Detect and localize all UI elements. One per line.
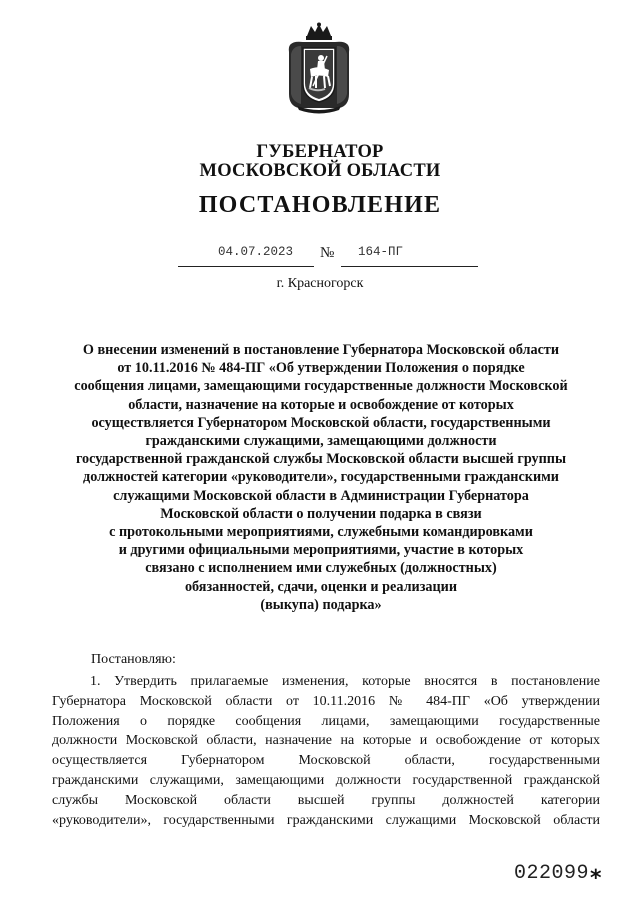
title-line: государственной гражданской службы Московской области высшей группы xyxy=(75,451,567,468)
title-line: Московской области о получении подарка в связи xyxy=(160,505,482,522)
title-line: (выкупа) подарка» xyxy=(260,596,382,613)
title-line: от 10.11.2016 № 484-ПГ «Об утверждении Положения о порядке xyxy=(117,360,525,377)
authority-name-line1: ГУБЕРНАТОР xyxy=(256,142,384,162)
body-line: 1. Утвердить прилагаемые изменения, которые вносятся в постановление xyxy=(90,674,600,689)
authority-name-line2: МОСКОВСКОЙ ОБЛАСТИ xyxy=(199,161,441,181)
title-line: сообщения лицами, замещающими государственные должности Московской xyxy=(74,378,568,395)
body-line: Положения о порядке сообщения лицами, замещающими государственные xyxy=(52,713,600,729)
document-type-heading: ПОСТАНОВЛЕНИЕ xyxy=(198,192,442,218)
title-line: гражданскими служащими, замещающими должности xyxy=(145,433,497,450)
document-date: 04.07.2023 xyxy=(218,245,294,259)
title-line: с протокольными мероприятиями, служебными командировками xyxy=(109,524,533,541)
body-line: «руководители», государственными гражданскими служащими Московской области xyxy=(52,812,600,828)
body-line: должности Московской области, назначение на которые и освобождение от которых xyxy=(52,733,600,749)
title-line: должностей категории «руководители», государственными гражданскими xyxy=(83,469,559,486)
document-number: 164-ПГ xyxy=(358,245,404,259)
body-line: гражданскими служащими, замещающими должности государственной гражданской xyxy=(52,772,600,788)
title-line: обязанностей, сдачи, оценки и реализации xyxy=(184,578,458,595)
title-line: осуществляется Губернатором Московской области, государственными xyxy=(91,414,551,431)
title-line: и другими официальными мероприятиями, участие в которых xyxy=(118,542,524,559)
moscow-oblast-coat-of-arms-icon xyxy=(283,22,355,114)
title-line: О внесении изменений в постановление Губернатора Московской области xyxy=(82,342,560,358)
city-name: г. Красногорск xyxy=(276,276,364,291)
body-line: службы Московской области высшей группы должностей категории xyxy=(52,792,600,808)
title-line: области, назначение на которые и освобождение от которых xyxy=(128,396,514,413)
asterisk-mark: * xyxy=(590,866,602,891)
document-title xyxy=(40,341,602,614)
title-line: связано с исполнением ими служебных (должностных) xyxy=(145,560,497,577)
body-line: Губернатора Московской области от 10.11.2016 № 484-ПГ «Об утверждении xyxy=(52,693,600,709)
serial-number: 022099 xyxy=(514,862,590,885)
body-paragraph xyxy=(52,672,600,830)
number-sign: № xyxy=(320,245,335,261)
resolution-preamble: Постановляю: xyxy=(91,652,176,667)
body-line: осуществляется Губернатором Московской области, государственными xyxy=(52,753,600,769)
title-line: служащими Московской области в Администрации Губернатора xyxy=(113,487,529,504)
